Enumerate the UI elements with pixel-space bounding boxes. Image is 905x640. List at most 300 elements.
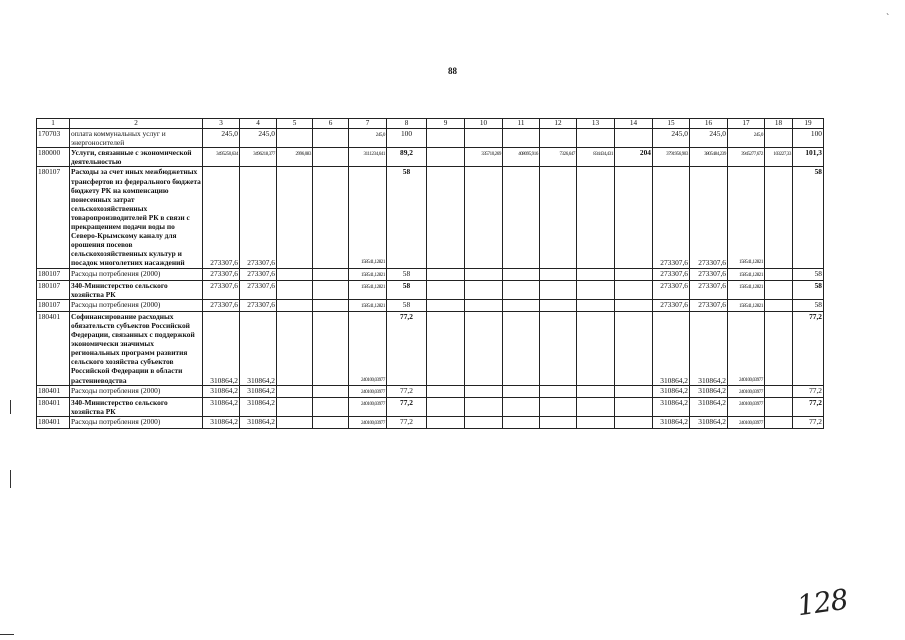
cell-c13 [577, 280, 615, 299]
cell-value: 273307,6 [247, 299, 275, 309]
cell-value: 77,2 [809, 397, 822, 407]
cell-value: 77,2 [809, 311, 822, 321]
cell-c9 [427, 167, 465, 268]
table-row [37, 148, 824, 167]
cell-value: 310864,2 [247, 375, 275, 385]
cell-value: 58 [402, 280, 411, 290]
cell-c12 [540, 280, 577, 299]
cell-c12 [540, 129, 577, 148]
cell-c18 [765, 268, 793, 280]
cell-c6 [313, 167, 349, 268]
cell-value: 58 [402, 167, 411, 177]
cell-value: 245,0 [258, 129, 275, 139]
cell-c17 [728, 385, 765, 397]
cell-value: 273307,6 [660, 299, 688, 309]
cell-value: 273307,6 [698, 280, 726, 290]
cell-c14 [615, 280, 653, 299]
cell-c10 [465, 299, 503, 311]
cell-c3 [203, 148, 240, 167]
cell-c19 [793, 148, 824, 167]
cell-value: 408095,916 [518, 152, 538, 158]
cell-c4 [240, 268, 277, 280]
cell-c11 [503, 268, 540, 280]
cell-c18 [765, 416, 793, 428]
cell-c8 [387, 416, 427, 428]
cell-c11 [503, 397, 540, 416]
header-cell: 16 [690, 119, 728, 129]
cell-value: 158541,12821 [739, 260, 763, 266]
header-cell: 12 [540, 119, 577, 129]
cell-c9 [427, 280, 465, 299]
header-cell: 3 [203, 119, 240, 129]
cell-value: 273307,6 [698, 299, 726, 309]
cell-c8 [387, 311, 427, 385]
cell-c14 [615, 416, 653, 428]
cell-c16 [690, 129, 728, 148]
table-row [37, 311, 824, 385]
cell-value: 240100,03977 [739, 401, 763, 407]
row-name: Расходы потребления (2000) [70, 385, 203, 397]
cell-value: 245,0 [709, 129, 726, 139]
header-cell: 2 [70, 119, 203, 129]
row-name: Услуги, связанные с экономической деятельностью [70, 148, 203, 167]
cell-c16 [690, 385, 728, 397]
cell-value: 245,0 [671, 129, 688, 139]
table-row [37, 167, 824, 268]
cell-c3 [203, 385, 240, 397]
cell-c7 [349, 148, 387, 167]
table-row [37, 268, 824, 280]
table-row [37, 416, 824, 428]
cell-c18 [765, 299, 793, 311]
cell-c9 [427, 385, 465, 397]
cell-c12 [540, 416, 577, 428]
cell-c19 [793, 416, 824, 428]
cell-value: 3945277,672 [741, 152, 763, 158]
cell-value: 100 [810, 129, 822, 139]
cell-c9 [427, 311, 465, 385]
cell-c19 [793, 167, 824, 268]
row-code: 180000 [37, 148, 70, 167]
cell-c18 [765, 397, 793, 416]
cell-value: 273307,6 [247, 258, 275, 268]
cell-c5 [277, 299, 313, 311]
cell-c7 [349, 385, 387, 397]
cell-c11 [503, 280, 540, 299]
cell-c6 [313, 397, 349, 416]
header-cell: 13 [577, 119, 615, 129]
cell-c6 [313, 311, 349, 385]
row-code: 180401 [37, 385, 70, 397]
cell-value: 310864,2 [698, 416, 726, 426]
table-row [37, 299, 824, 311]
cell-c9 [427, 299, 465, 311]
cell-c6 [313, 385, 349, 397]
row-code: 180401 [37, 416, 70, 428]
cell-c6 [313, 129, 349, 148]
cell-value: 310864,2 [210, 385, 238, 395]
header-cell: 4 [240, 119, 277, 129]
cell-c4 [240, 311, 277, 385]
cell-c14 [615, 148, 653, 167]
cell-c4 [240, 129, 277, 148]
cell-c12 [540, 167, 577, 268]
cell-c16 [690, 148, 728, 167]
cell-c18 [765, 311, 793, 385]
cell-c10 [465, 148, 503, 167]
cell-c14 [615, 299, 653, 311]
row-code: 180107 [37, 280, 70, 299]
header-row [37, 119, 824, 129]
row-name: Расходы потребления (2000) [70, 268, 203, 280]
cell-c11 [503, 385, 540, 397]
margin-mark [10, 470, 11, 488]
cell-c7 [349, 167, 387, 268]
cell-c4 [240, 148, 277, 167]
cell-value: 77,2 [809, 416, 822, 426]
header-cell: 6 [313, 119, 349, 129]
cell-c15 [653, 311, 690, 385]
cell-c15 [653, 280, 690, 299]
cell-c8 [387, 148, 427, 167]
cell-c11 [503, 167, 540, 268]
cell-c13 [577, 416, 615, 428]
cell-value: 158541,12821 [361, 284, 385, 290]
cell-value: 3791956,903 [666, 152, 688, 158]
cell-c14 [615, 268, 653, 280]
cell-value: 100 [400, 129, 413, 139]
cell-c19 [793, 397, 824, 416]
cell-value: 3805484,239 [704, 152, 726, 158]
cell-value: 77,2 [400, 311, 413, 321]
cell-c8 [387, 385, 427, 397]
cell-value: 310864,2 [660, 397, 688, 407]
cell-value: 77,2 [400, 385, 413, 395]
cell-c9 [427, 268, 465, 280]
cell-value: 310864,2 [698, 385, 726, 395]
cell-value: 240100,03977 [361, 389, 385, 395]
cell-c16 [690, 167, 728, 268]
cell-value: 273307,6 [660, 268, 688, 278]
cell-c7 [349, 129, 387, 148]
header-cell: 19 [793, 119, 824, 129]
cell-c14 [615, 167, 653, 268]
cell-value: 310864,2 [698, 375, 726, 385]
table-row [37, 385, 824, 397]
cell-c4 [240, 299, 277, 311]
cell-c18 [765, 280, 793, 299]
cell-c14 [615, 385, 653, 397]
cell-c17 [728, 268, 765, 280]
cell-value: 310864,2 [210, 416, 238, 426]
cell-c6 [313, 148, 349, 167]
cell-c14 [615, 129, 653, 148]
cell-c17 [728, 280, 765, 299]
cell-c10 [465, 311, 503, 385]
cell-value: 273307,6 [247, 268, 275, 278]
cell-c10 [465, 416, 503, 428]
cell-c11 [503, 148, 540, 167]
cell-c3 [203, 167, 240, 268]
cell-value: 310864,2 [698, 397, 726, 407]
cell-c8 [387, 167, 427, 268]
cell-c18 [765, 167, 793, 268]
cell-value: 273307,6 [210, 299, 238, 309]
cell-c15 [653, 416, 690, 428]
table-row [37, 397, 824, 416]
cell-c4 [240, 167, 277, 268]
cell-value: 310864,2 [210, 397, 238, 407]
header-cell: 18 [765, 119, 793, 129]
cell-value: 310864,2 [210, 375, 238, 385]
cell-c15 [653, 148, 690, 167]
cell-value: 834434,431 [593, 152, 613, 158]
cell-c17 [728, 129, 765, 148]
cell-c14 [615, 311, 653, 385]
row-name: оплата коммунальных услуг и энергоносителей [70, 129, 203, 148]
cell-value: 273307,6 [210, 258, 238, 268]
cell-c17 [728, 167, 765, 268]
cell-c7 [349, 280, 387, 299]
cell-c13 [577, 385, 615, 397]
cell-value: 240100,03977 [361, 401, 385, 407]
row-name: Софинансирование расходных обязательств субъектов Российской Федерации, связанных с поддержкой экономически значимых региональных программ развития сельского хозяйства субъектов Российской Федерации в области растениеводства [70, 311, 203, 385]
cell-c19 [793, 129, 824, 148]
cell-c3 [203, 311, 240, 385]
row-name: Расходы потребления (2000) [70, 299, 203, 311]
cell-c12 [540, 148, 577, 167]
cell-c13 [577, 311, 615, 385]
cell-c17 [728, 416, 765, 428]
cell-c4 [240, 385, 277, 397]
cell-value: 240100,03977 [361, 420, 385, 426]
cell-c7 [349, 311, 387, 385]
page-number: 88 [448, 66, 457, 76]
cell-c17 [728, 148, 765, 167]
cell-c16 [690, 280, 728, 299]
cell-value: 310864,2 [660, 416, 688, 426]
row-code: 180107 [37, 268, 70, 280]
cell-c3 [203, 299, 240, 311]
row-name: 340-Министерство сельского хозяйства РК [70, 397, 203, 416]
row-name: Расходы за счет иных межбюджетных трансфертов из федерального бюджета бюджету РК на компенсацию понесенных затрат сельскохозяйственных товаропроизводителей РК в связи с прекращением подачи воды по Северо-Крымскому каналу для орошения посевов сельскохозяйственных культур и посадок многолетних насаждений [71, 167, 201, 268]
cell-value: 158541,12821 [361, 303, 385, 309]
row-code: 180401 [37, 311, 70, 385]
cell-c13 [577, 129, 615, 148]
cell-c10 [465, 167, 503, 268]
cell-value: 89,2 [400, 148, 413, 158]
cell-value: 158541,12821 [361, 272, 385, 278]
cell-c5 [277, 397, 313, 416]
cell-c12 [540, 397, 577, 416]
header-cell: 8 [387, 119, 427, 129]
header-cell: 11 [503, 119, 540, 129]
cell-c7 [349, 397, 387, 416]
cell-value: 240100,03977 [739, 389, 763, 395]
cell-value: 58 [814, 280, 822, 290]
cell-c16 [690, 311, 728, 385]
cell-c16 [690, 299, 728, 311]
cell-c3 [203, 416, 240, 428]
margin-rule [0, 634, 14, 635]
cell-value: 273307,6 [210, 268, 238, 278]
cell-c5 [277, 129, 313, 148]
cell-c12 [540, 268, 577, 280]
cell-c3 [203, 397, 240, 416]
cell-c11 [503, 416, 540, 428]
cell-value: 310864,2 [247, 416, 275, 426]
cell-value: 273307,6 [660, 280, 688, 290]
cell-c5 [277, 416, 313, 428]
table-row [37, 129, 824, 148]
cell-c15 [653, 129, 690, 148]
cell-c12 [540, 299, 577, 311]
cell-value: 158541,12821 [739, 272, 763, 278]
cell-value: 240100,03977 [361, 377, 385, 383]
cell-c17 [728, 299, 765, 311]
cell-c6 [313, 268, 349, 280]
cell-c10 [465, 385, 503, 397]
cell-c13 [577, 148, 615, 167]
cell-c19 [793, 299, 824, 311]
cell-c7 [349, 268, 387, 280]
cell-c8 [387, 129, 427, 148]
cell-value: 3496218,377 [253, 152, 275, 158]
cell-c6 [313, 280, 349, 299]
cell-value: 58 [814, 299, 822, 309]
cell-c9 [427, 148, 465, 167]
header-cell: 9 [427, 119, 465, 129]
cell-c15 [653, 385, 690, 397]
cell-c3 [203, 280, 240, 299]
cell-c7 [349, 416, 387, 428]
cell-value: 77,2 [400, 397, 413, 407]
cell-value: 335710,269 [481, 152, 501, 158]
cell-c16 [690, 416, 728, 428]
cell-value: 103227,33 [773, 152, 791, 158]
cell-value: 58 [402, 299, 411, 309]
cell-c11 [503, 129, 540, 148]
cell-value: 158541,12821 [739, 284, 763, 290]
header-cell: 14 [615, 119, 653, 129]
cell-c8 [387, 397, 427, 416]
cell-c11 [503, 299, 540, 311]
cell-c11 [503, 311, 540, 385]
cell-c13 [577, 299, 615, 311]
cell-c13 [577, 167, 615, 268]
cell-c7 [349, 299, 387, 311]
cell-c9 [427, 416, 465, 428]
cell-c5 [277, 268, 313, 280]
cell-c9 [427, 129, 465, 148]
cell-c5 [277, 280, 313, 299]
cell-c18 [765, 385, 793, 397]
cell-c8 [387, 280, 427, 299]
cell-c5 [277, 311, 313, 385]
cell-c16 [690, 268, 728, 280]
cell-c19 [793, 268, 824, 280]
cell-c14 [615, 397, 653, 416]
cell-c4 [240, 397, 277, 416]
cell-value: 58 [814, 167, 822, 177]
cell-c13 [577, 397, 615, 416]
cell-c12 [540, 311, 577, 385]
cell-c8 [387, 299, 427, 311]
budget-table [36, 118, 824, 429]
cell-c19 [793, 280, 824, 299]
row-code: 180107 [37, 167, 70, 268]
cell-c19 [793, 385, 824, 397]
cell-value: 158541,12821 [361, 260, 385, 266]
cell-value: 273307,6 [698, 258, 726, 268]
cell-value: 245,0 [753, 133, 763, 139]
cell-c10 [465, 280, 503, 299]
cell-value: 58 [814, 268, 822, 278]
cell-value: 77,2 [809, 385, 822, 395]
cell-value: 204 [639, 148, 651, 158]
header-cell: 7 [349, 119, 387, 129]
cell-c10 [465, 268, 503, 280]
cell-value: 273307,6 [210, 280, 238, 290]
cell-value: 77,2 [400, 416, 413, 426]
cell-c10 [465, 397, 503, 416]
row-code: 180107 [37, 299, 70, 311]
cell-value: 310864,2 [247, 385, 275, 395]
cell-value: 2996,083 [295, 152, 311, 158]
table-row [37, 280, 824, 299]
cell-c4 [240, 280, 277, 299]
cell-value: 273307,6 [247, 280, 275, 290]
cell-c18 [765, 129, 793, 148]
cell-c9 [427, 397, 465, 416]
cell-c6 [313, 416, 349, 428]
cell-c15 [653, 299, 690, 311]
cell-c13 [577, 268, 615, 280]
cell-value: 158541,12821 [739, 303, 763, 309]
cell-c5 [277, 148, 313, 167]
cell-value: 101,3 [805, 148, 822, 158]
cell-value: 310864,2 [247, 397, 275, 407]
cell-value: 240100,03977 [739, 420, 763, 426]
cell-value: 3111234,641 [363, 152, 385, 158]
row-name: 340-Министерство сельского хозяйства РК [70, 280, 203, 299]
cell-c8 [387, 268, 427, 280]
cell-c17 [728, 311, 765, 385]
row-name: Расходы потребления (2000) [70, 416, 203, 428]
cell-c17 [728, 397, 765, 416]
cell-value: 310864,2 [660, 375, 688, 385]
header-cell: 10 [465, 119, 503, 129]
cell-value: 240100,03977 [739, 377, 763, 383]
row-code: 180401 [37, 397, 70, 416]
cell-c15 [653, 397, 690, 416]
cell-c5 [277, 167, 313, 268]
cell-value: 58 [402, 268, 411, 278]
margin-mark [10, 400, 11, 414]
cell-c15 [653, 268, 690, 280]
scan-speck: ˴ [886, 8, 890, 19]
cell-c15 [653, 167, 690, 268]
header-cell: 1 [37, 119, 70, 129]
cell-c18 [765, 148, 793, 167]
header-cell: 5 [277, 119, 313, 129]
cell-value: 7326,647 [559, 152, 575, 158]
cell-c10 [465, 129, 503, 148]
row-code: 170703 [37, 129, 70, 148]
cell-value: 3495250,634 [216, 152, 238, 158]
header-cell: 15 [653, 119, 690, 129]
header-cell: 17 [728, 119, 765, 129]
